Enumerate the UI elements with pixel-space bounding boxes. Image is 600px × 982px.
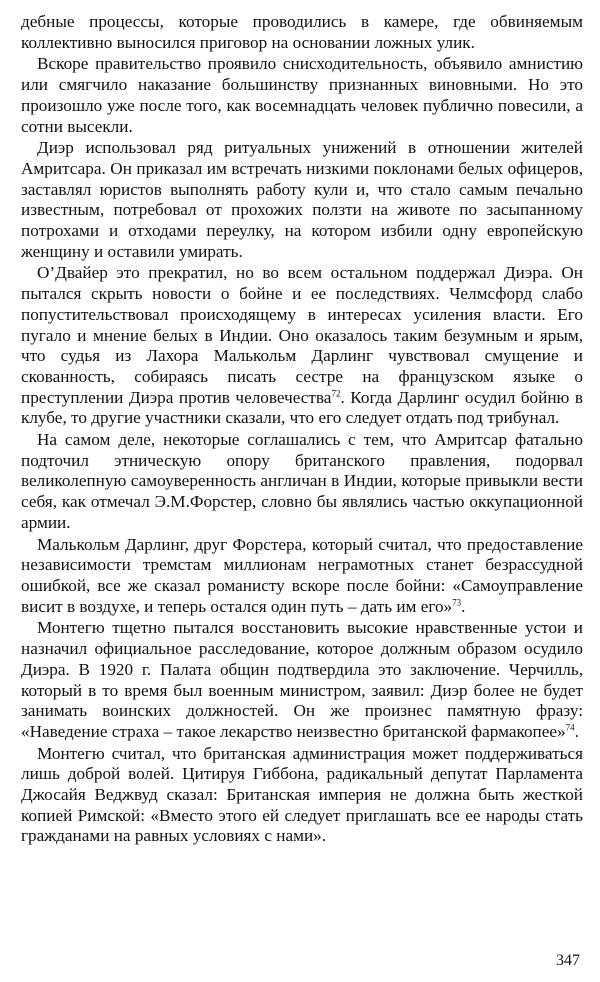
paragraph-3-text: Диэр использовал ряд ритуальных унижений в отношении жителей Амритсара. Он приказал им встречать низкими поклонами белых офицеров, заставлял юристов выполнять работу кули и, что стало самым печально известным, потребовал от прохожих ползти на животе по засыпанному потрохами и отходами переулку, на котором избили одну европейскую женщину и оставили умирать. — [21, 138, 583, 261]
paragraph-6-tail: . — [461, 596, 466, 616]
paragraph-4 — [21, 263, 583, 429]
paragraph-6-text: Малькольм Дарлинг, друг Форстера, который считал, что предоставление независимости тремстам миллионам неграмотных станет безрассудной ошибкой, все же сказал романисту вскоре после бойни: «Самоуправление висит в воздухе, и теперь остался один путь – дать им его» — [21, 534, 583, 616]
paragraph-7-text: Монтегю тщетно пытался восстановить высокие нравственные устои и назначил официальное расследование, которое должным образом осудило Диэра. В 1920 г. Палата общин подтвердила это заключение. Черчилль, который в то время был военным министром, заявил: Диэр более не будет занимать воинских должностей. Он же произнес памятную фразу: «Наведение страха – такое лекарство неизвестно британской фармакопее» — [21, 618, 583, 741]
paragraph-7-tail: . — [574, 721, 579, 741]
footnote-ref-73: 73 — [452, 596, 462, 607]
paragraph-1-text: дебные процессы, которые проводились в камере, где обвиняемым коллективно выносился приговор на основании ложных улик. — [21, 12, 583, 52]
paragraph-1 — [21, 12, 583, 53]
paragraph-5-text: На самом деле, некоторые соглашались с тем, что Амритсар фатально подточил этническую опору британского правления, подорвал великолепную самоуверенность англичан в Индии, которые привыкли вести себя, как отмечал Э.М.Форстер, словно бы являлись частью оккупационной армии. — [21, 430, 583, 532]
paragraph-8 — [21, 744, 583, 848]
paragraph-8-text: Монтегю считал, что британская администрация может поддерживаться лишь доброй волей. Цитируя Гиббона, радикальный депутат Парламента Джосайя Веджвуд сказал: Британская империя не должна быть жесткой копией Римской: «Вместо этого ей следует приглашать все ее народы стать гражданами на равных условиях с нами». — [21, 743, 583, 846]
paragraph-6 — [21, 535, 583, 618]
paragraph-4-tail: . Когда Дарлинг осудил бойню в клубе, то другие участники сказали, что его следует отдать под трибунал. — [21, 387, 584, 428]
paragraph-2 — [21, 54, 583, 137]
paragraph-4-text: О’Двайер это прекратил, но во всем остальном поддержал Диэра. Он пытался скрыть новости о бойне и ее последствиях. Челмсфорд слабо попустительствовал происходящему в интересах усиления власти. Его пугало и мнение белых в Индии. Оно оказалось таким безумным и ярым, что судья из Лахора Малькольм Дарлинг чувствовал смущение и скованность, собираясь писать сестре на французском языке о преступлении Диэра против человечества — [21, 263, 583, 407]
page-number: 347 — [556, 952, 580, 969]
page-body — [21, 12, 583, 847]
footnote-ref-74: 74 — [565, 722, 575, 733]
paragraph-3 — [21, 138, 583, 262]
paragraph-2-text: Вскоре правительство проявило снисходительность, объявило амнистию или смягчило наказание большинству признанных виновными. Но это произошло уже после того, как восемнадцать человек публично повесили, а сотни высекли. — [21, 54, 583, 136]
footnote-ref-72: 72 — [331, 387, 341, 398]
paragraph-5 — [21, 430, 583, 534]
paragraph-7 — [21, 618, 583, 742]
